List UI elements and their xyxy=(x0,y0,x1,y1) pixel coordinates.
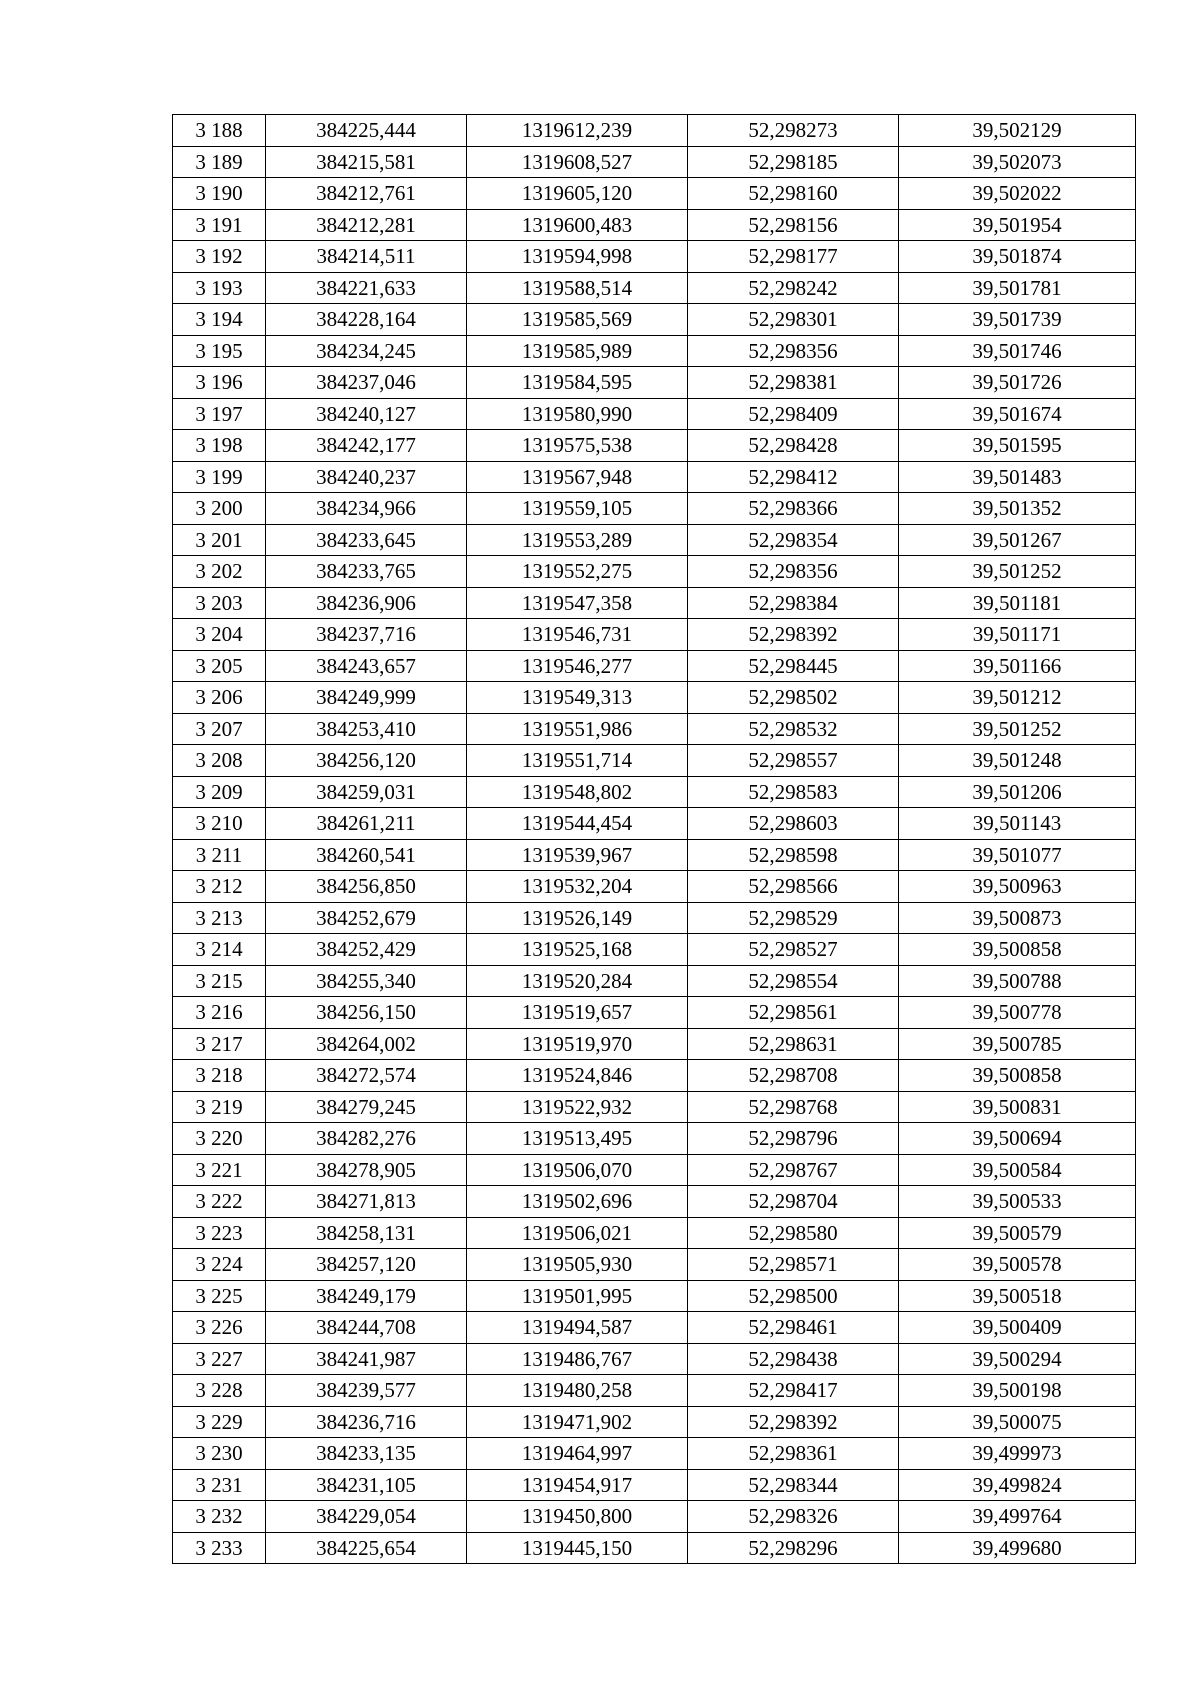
y-coordinate-cell: 1319502,696 xyxy=(467,1186,688,1218)
table-row xyxy=(173,1343,1136,1375)
longitude-cell: 39,501181 xyxy=(899,587,1136,619)
longitude-cell: 39,499764 xyxy=(899,1501,1136,1533)
y-coordinate-cell: 1319548,802 xyxy=(467,776,688,808)
table-row xyxy=(173,272,1136,304)
longitude-cell: 39,501352 xyxy=(899,493,1136,525)
x-coordinate-cell: 384282,276 xyxy=(266,1123,467,1155)
table-row xyxy=(173,1312,1136,1344)
table-row xyxy=(173,965,1136,997)
table-row xyxy=(173,839,1136,871)
latitude-cell: 52,298381 xyxy=(688,367,899,399)
y-coordinate-cell: 1319464,997 xyxy=(467,1438,688,1470)
point-number-cell: 3 220 xyxy=(173,1123,266,1155)
x-coordinate-cell: 384279,245 xyxy=(266,1091,467,1123)
x-coordinate-cell: 384259,031 xyxy=(266,776,467,808)
longitude-cell: 39,501746 xyxy=(899,335,1136,367)
latitude-cell: 52,298580 xyxy=(688,1217,899,1249)
point-number-cell: 3 214 xyxy=(173,934,266,966)
table-row xyxy=(173,1280,1136,1312)
latitude-cell: 52,298571 xyxy=(688,1249,899,1281)
table-row xyxy=(173,1438,1136,1470)
table-row xyxy=(173,934,1136,966)
longitude-cell: 39,501212 xyxy=(899,682,1136,714)
longitude-cell: 39,500785 xyxy=(899,1028,1136,1060)
x-coordinate-cell: 384256,150 xyxy=(266,997,467,1029)
table-row xyxy=(173,209,1136,241)
y-coordinate-cell: 1319559,105 xyxy=(467,493,688,525)
x-coordinate-cell: 384242,177 xyxy=(266,430,467,462)
longitude-cell: 39,501248 xyxy=(899,745,1136,777)
point-number-cell: 3 189 xyxy=(173,146,266,178)
table-row xyxy=(173,398,1136,430)
y-coordinate-cell: 1319612,239 xyxy=(467,115,688,147)
longitude-cell: 39,499680 xyxy=(899,1532,1136,1564)
longitude-cell: 39,501252 xyxy=(899,556,1136,588)
latitude-cell: 52,298384 xyxy=(688,587,899,619)
table-row xyxy=(173,1123,1136,1155)
latitude-cell: 52,298356 xyxy=(688,335,899,367)
y-coordinate-cell: 1319519,657 xyxy=(467,997,688,1029)
latitude-cell: 52,298500 xyxy=(688,1280,899,1312)
longitude-cell: 39,499973 xyxy=(899,1438,1136,1470)
longitude-cell: 39,500294 xyxy=(899,1343,1136,1375)
latitude-cell: 52,298296 xyxy=(688,1532,899,1564)
point-number-cell: 3 219 xyxy=(173,1091,266,1123)
table-row xyxy=(173,1532,1136,1564)
longitude-cell: 39,501166 xyxy=(899,650,1136,682)
point-number-cell: 3 208 xyxy=(173,745,266,777)
longitude-cell: 39,501674 xyxy=(899,398,1136,430)
longitude-cell: 39,500963 xyxy=(899,871,1136,903)
table-row xyxy=(173,619,1136,651)
y-coordinate-cell: 1319553,289 xyxy=(467,524,688,556)
point-number-cell: 3 213 xyxy=(173,902,266,934)
latitude-cell: 52,298768 xyxy=(688,1091,899,1123)
longitude-cell: 39,500579 xyxy=(899,1217,1136,1249)
point-number-cell: 3 203 xyxy=(173,587,266,619)
point-number-cell: 3 192 xyxy=(173,241,266,273)
latitude-cell: 52,298392 xyxy=(688,619,899,651)
point-number-cell: 3 231 xyxy=(173,1469,266,1501)
y-coordinate-cell: 1319575,538 xyxy=(467,430,688,462)
longitude-cell: 39,501171 xyxy=(899,619,1136,651)
table-row xyxy=(173,335,1136,367)
point-number-cell: 3 232 xyxy=(173,1501,266,1533)
latitude-cell: 52,298160 xyxy=(688,178,899,210)
point-number-cell: 3 222 xyxy=(173,1186,266,1218)
x-coordinate-cell: 384257,120 xyxy=(266,1249,467,1281)
x-coordinate-cell: 384212,281 xyxy=(266,209,467,241)
y-coordinate-cell: 1319600,483 xyxy=(467,209,688,241)
latitude-cell: 52,298301 xyxy=(688,304,899,336)
x-coordinate-cell: 384212,761 xyxy=(266,178,467,210)
y-coordinate-cell: 1319501,995 xyxy=(467,1280,688,1312)
y-coordinate-cell: 1319506,021 xyxy=(467,1217,688,1249)
longitude-cell: 39,501739 xyxy=(899,304,1136,336)
table-row xyxy=(173,367,1136,399)
y-coordinate-cell: 1319547,358 xyxy=(467,587,688,619)
table-row xyxy=(173,871,1136,903)
longitude-cell: 39,502129 xyxy=(899,115,1136,147)
y-coordinate-cell: 1319544,454 xyxy=(467,808,688,840)
latitude-cell: 52,298566 xyxy=(688,871,899,903)
longitude-cell: 39,501954 xyxy=(899,209,1136,241)
y-coordinate-cell: 1319524,846 xyxy=(467,1060,688,1092)
table-row xyxy=(173,1375,1136,1407)
longitude-cell: 39,500873 xyxy=(899,902,1136,934)
latitude-cell: 52,298392 xyxy=(688,1406,899,1438)
table-row xyxy=(173,650,1136,682)
y-coordinate-cell: 1319551,986 xyxy=(467,713,688,745)
y-coordinate-cell: 1319605,120 xyxy=(467,178,688,210)
latitude-cell: 52,298502 xyxy=(688,682,899,714)
latitude-cell: 52,298354 xyxy=(688,524,899,556)
latitude-cell: 52,298598 xyxy=(688,839,899,871)
longitude-cell: 39,500831 xyxy=(899,1091,1136,1123)
point-number-cell: 3 198 xyxy=(173,430,266,462)
point-number-cell: 3 196 xyxy=(173,367,266,399)
point-number-cell: 3 204 xyxy=(173,619,266,651)
longitude-cell: 39,500584 xyxy=(899,1154,1136,1186)
table-row xyxy=(173,808,1136,840)
point-number-cell: 3 224 xyxy=(173,1249,266,1281)
x-coordinate-cell: 384241,987 xyxy=(266,1343,467,1375)
x-coordinate-cell: 384240,237 xyxy=(266,461,467,493)
x-coordinate-cell: 384233,645 xyxy=(266,524,467,556)
point-number-cell: 3 202 xyxy=(173,556,266,588)
table-row xyxy=(173,1406,1136,1438)
y-coordinate-cell: 1319580,990 xyxy=(467,398,688,430)
table-row xyxy=(173,1249,1136,1281)
longitude-cell: 39,501206 xyxy=(899,776,1136,808)
x-coordinate-cell: 384221,633 xyxy=(266,272,467,304)
table-row xyxy=(173,1186,1136,1218)
y-coordinate-cell: 1319454,917 xyxy=(467,1469,688,1501)
longitude-cell: 39,502022 xyxy=(899,178,1136,210)
point-number-cell: 3 215 xyxy=(173,965,266,997)
point-number-cell: 3 200 xyxy=(173,493,266,525)
latitude-cell: 52,298796 xyxy=(688,1123,899,1155)
point-number-cell: 3 209 xyxy=(173,776,266,808)
table-row xyxy=(173,524,1136,556)
longitude-cell: 39,501874 xyxy=(899,241,1136,273)
x-coordinate-cell: 384278,905 xyxy=(266,1154,467,1186)
x-coordinate-cell: 384243,657 xyxy=(266,650,467,682)
table-row xyxy=(173,776,1136,808)
x-coordinate-cell: 384252,429 xyxy=(266,934,467,966)
point-number-cell: 3 195 xyxy=(173,335,266,367)
longitude-cell: 39,499824 xyxy=(899,1469,1136,1501)
y-coordinate-cell: 1319486,767 xyxy=(467,1343,688,1375)
y-coordinate-cell: 1319520,284 xyxy=(467,965,688,997)
x-coordinate-cell: 384225,444 xyxy=(266,115,467,147)
coordinates-table xyxy=(172,114,1136,1564)
longitude-cell: 39,501077 xyxy=(899,839,1136,871)
latitude-cell: 52,298461 xyxy=(688,1312,899,1344)
point-number-cell: 3 193 xyxy=(173,272,266,304)
y-coordinate-cell: 1319546,277 xyxy=(467,650,688,682)
longitude-cell: 39,500578 xyxy=(899,1249,1136,1281)
point-number-cell: 3 206 xyxy=(173,682,266,714)
y-coordinate-cell: 1319594,998 xyxy=(467,241,688,273)
point-number-cell: 3 221 xyxy=(173,1154,266,1186)
table-row xyxy=(173,997,1136,1029)
x-coordinate-cell: 384252,679 xyxy=(266,902,467,934)
latitude-cell: 52,298185 xyxy=(688,146,899,178)
x-coordinate-cell: 384236,716 xyxy=(266,1406,467,1438)
point-number-cell: 3 210 xyxy=(173,808,266,840)
latitude-cell: 52,298156 xyxy=(688,209,899,241)
x-coordinate-cell: 384255,340 xyxy=(266,965,467,997)
table-row xyxy=(173,1154,1136,1186)
table-row xyxy=(173,587,1136,619)
table-row xyxy=(173,493,1136,525)
table-row xyxy=(173,745,1136,777)
table-row xyxy=(173,556,1136,588)
point-number-cell: 3 191 xyxy=(173,209,266,241)
point-number-cell: 3 216 xyxy=(173,997,266,1029)
point-number-cell: 3 201 xyxy=(173,524,266,556)
x-coordinate-cell: 384260,541 xyxy=(266,839,467,871)
table-row xyxy=(173,902,1136,934)
latitude-cell: 52,298356 xyxy=(688,556,899,588)
x-coordinate-cell: 384233,135 xyxy=(266,1438,467,1470)
longitude-cell: 39,500518 xyxy=(899,1280,1136,1312)
table-row xyxy=(173,241,1136,273)
longitude-cell: 39,500198 xyxy=(899,1375,1136,1407)
x-coordinate-cell: 384229,054 xyxy=(266,1501,467,1533)
latitude-cell: 52,298366 xyxy=(688,493,899,525)
longitude-cell: 39,501483 xyxy=(899,461,1136,493)
longitude-cell: 39,501595 xyxy=(899,430,1136,462)
longitude-cell: 39,500409 xyxy=(899,1312,1136,1344)
y-coordinate-cell: 1319506,070 xyxy=(467,1154,688,1186)
point-number-cell: 3 228 xyxy=(173,1375,266,1407)
y-coordinate-cell: 1319567,948 xyxy=(467,461,688,493)
y-coordinate-cell: 1319445,150 xyxy=(467,1532,688,1564)
y-coordinate-cell: 1319494,587 xyxy=(467,1312,688,1344)
point-number-cell: 3 227 xyxy=(173,1343,266,1375)
latitude-cell: 52,298583 xyxy=(688,776,899,808)
latitude-cell: 52,298529 xyxy=(688,902,899,934)
table-row xyxy=(173,1060,1136,1092)
longitude-cell: 39,500788 xyxy=(899,965,1136,997)
x-coordinate-cell: 384228,164 xyxy=(266,304,467,336)
y-coordinate-cell: 1319526,149 xyxy=(467,902,688,934)
x-coordinate-cell: 384256,120 xyxy=(266,745,467,777)
x-coordinate-cell: 384231,105 xyxy=(266,1469,467,1501)
y-coordinate-cell: 1319551,714 xyxy=(467,745,688,777)
table-row xyxy=(173,461,1136,493)
point-number-cell: 3 205 xyxy=(173,650,266,682)
x-coordinate-cell: 384214,511 xyxy=(266,241,467,273)
point-number-cell: 3 197 xyxy=(173,398,266,430)
point-number-cell: 3 230 xyxy=(173,1438,266,1470)
x-coordinate-cell: 384233,765 xyxy=(266,556,467,588)
x-coordinate-cell: 384234,245 xyxy=(266,335,467,367)
x-coordinate-cell: 384271,813 xyxy=(266,1186,467,1218)
latitude-cell: 52,298326 xyxy=(688,1501,899,1533)
latitude-cell: 52,298708 xyxy=(688,1060,899,1092)
latitude-cell: 52,298767 xyxy=(688,1154,899,1186)
longitude-cell: 39,501143 xyxy=(899,808,1136,840)
latitude-cell: 52,298631 xyxy=(688,1028,899,1060)
y-coordinate-cell: 1319585,569 xyxy=(467,304,688,336)
latitude-cell: 52,298557 xyxy=(688,745,899,777)
latitude-cell: 52,298561 xyxy=(688,997,899,1029)
latitude-cell: 52,298409 xyxy=(688,398,899,430)
x-coordinate-cell: 384225,654 xyxy=(266,1532,467,1564)
latitude-cell: 52,298344 xyxy=(688,1469,899,1501)
point-number-cell: 3 223 xyxy=(173,1217,266,1249)
point-number-cell: 3 211 xyxy=(173,839,266,871)
y-coordinate-cell: 1319525,168 xyxy=(467,934,688,966)
x-coordinate-cell: 384264,002 xyxy=(266,1028,467,1060)
x-coordinate-cell: 384249,179 xyxy=(266,1280,467,1312)
x-coordinate-cell: 384240,127 xyxy=(266,398,467,430)
y-coordinate-cell: 1319608,527 xyxy=(467,146,688,178)
x-coordinate-cell: 384234,966 xyxy=(266,493,467,525)
longitude-cell: 39,500533 xyxy=(899,1186,1136,1218)
point-number-cell: 3 194 xyxy=(173,304,266,336)
y-coordinate-cell: 1319450,800 xyxy=(467,1501,688,1533)
point-number-cell: 3 190 xyxy=(173,178,266,210)
latitude-cell: 52,298554 xyxy=(688,965,899,997)
latitude-cell: 52,298527 xyxy=(688,934,899,966)
table-row xyxy=(173,1091,1136,1123)
longitude-cell: 39,500694 xyxy=(899,1123,1136,1155)
longitude-cell: 39,500075 xyxy=(899,1406,1136,1438)
point-number-cell: 3 212 xyxy=(173,871,266,903)
x-coordinate-cell: 384236,906 xyxy=(266,587,467,619)
point-number-cell: 3 226 xyxy=(173,1312,266,1344)
point-number-cell: 3 225 xyxy=(173,1280,266,1312)
table-row xyxy=(173,304,1136,336)
y-coordinate-cell: 1319480,258 xyxy=(467,1375,688,1407)
table-row xyxy=(173,1028,1136,1060)
y-coordinate-cell: 1319588,514 xyxy=(467,272,688,304)
latitude-cell: 52,298361 xyxy=(688,1438,899,1470)
y-coordinate-cell: 1319519,970 xyxy=(467,1028,688,1060)
table-row xyxy=(173,178,1136,210)
table-row xyxy=(173,146,1136,178)
latitude-cell: 52,298273 xyxy=(688,115,899,147)
longitude-cell: 39,502073 xyxy=(899,146,1136,178)
x-coordinate-cell: 384253,410 xyxy=(266,713,467,745)
longitude-cell: 39,500858 xyxy=(899,1060,1136,1092)
y-coordinate-cell: 1319549,313 xyxy=(467,682,688,714)
table-row xyxy=(173,713,1136,745)
point-number-cell: 3 218 xyxy=(173,1060,266,1092)
x-coordinate-cell: 384256,850 xyxy=(266,871,467,903)
latitude-cell: 52,298445 xyxy=(688,650,899,682)
point-number-cell: 3 217 xyxy=(173,1028,266,1060)
table-row xyxy=(173,682,1136,714)
point-number-cell: 3 233 xyxy=(173,1532,266,1564)
y-coordinate-cell: 1319505,930 xyxy=(467,1249,688,1281)
x-coordinate-cell: 384244,708 xyxy=(266,1312,467,1344)
table-row xyxy=(173,1501,1136,1533)
table-row xyxy=(173,115,1136,147)
x-coordinate-cell: 384261,211 xyxy=(266,808,467,840)
table-row xyxy=(173,1469,1136,1501)
point-number-cell: 3 199 xyxy=(173,461,266,493)
y-coordinate-cell: 1319471,902 xyxy=(467,1406,688,1438)
x-coordinate-cell: 384215,581 xyxy=(266,146,467,178)
longitude-cell: 39,501252 xyxy=(899,713,1136,745)
y-coordinate-cell: 1319546,731 xyxy=(467,619,688,651)
latitude-cell: 52,298417 xyxy=(688,1375,899,1407)
y-coordinate-cell: 1319585,989 xyxy=(467,335,688,367)
longitude-cell: 39,500858 xyxy=(899,934,1136,966)
latitude-cell: 52,298603 xyxy=(688,808,899,840)
longitude-cell: 39,501726 xyxy=(899,367,1136,399)
y-coordinate-cell: 1319522,932 xyxy=(467,1091,688,1123)
y-coordinate-cell: 1319552,275 xyxy=(467,556,688,588)
y-coordinate-cell: 1319584,595 xyxy=(467,367,688,399)
x-coordinate-cell: 384239,577 xyxy=(266,1375,467,1407)
latitude-cell: 52,298704 xyxy=(688,1186,899,1218)
y-coordinate-cell: 1319539,967 xyxy=(467,839,688,871)
y-coordinate-cell: 1319532,204 xyxy=(467,871,688,903)
x-coordinate-cell: 384237,046 xyxy=(266,367,467,399)
coordinates-table-body xyxy=(173,115,1136,1564)
longitude-cell: 39,500778 xyxy=(899,997,1136,1029)
point-number-cell: 3 229 xyxy=(173,1406,266,1438)
longitude-cell: 39,501267 xyxy=(899,524,1136,556)
latitude-cell: 52,298177 xyxy=(688,241,899,273)
latitude-cell: 52,298242 xyxy=(688,272,899,304)
x-coordinate-cell: 384272,574 xyxy=(266,1060,467,1092)
latitude-cell: 52,298438 xyxy=(688,1343,899,1375)
point-number-cell: 3 207 xyxy=(173,713,266,745)
table-row xyxy=(173,430,1136,462)
y-coordinate-cell: 1319513,495 xyxy=(467,1123,688,1155)
latitude-cell: 52,298428 xyxy=(688,430,899,462)
x-coordinate-cell: 384258,131 xyxy=(266,1217,467,1249)
longitude-cell: 39,501781 xyxy=(899,272,1136,304)
latitude-cell: 52,298532 xyxy=(688,713,899,745)
x-coordinate-cell: 384237,716 xyxy=(266,619,467,651)
point-number-cell: 3 188 xyxy=(173,115,266,147)
x-coordinate-cell: 384249,999 xyxy=(266,682,467,714)
latitude-cell: 52,298412 xyxy=(688,461,899,493)
table-row xyxy=(173,1217,1136,1249)
